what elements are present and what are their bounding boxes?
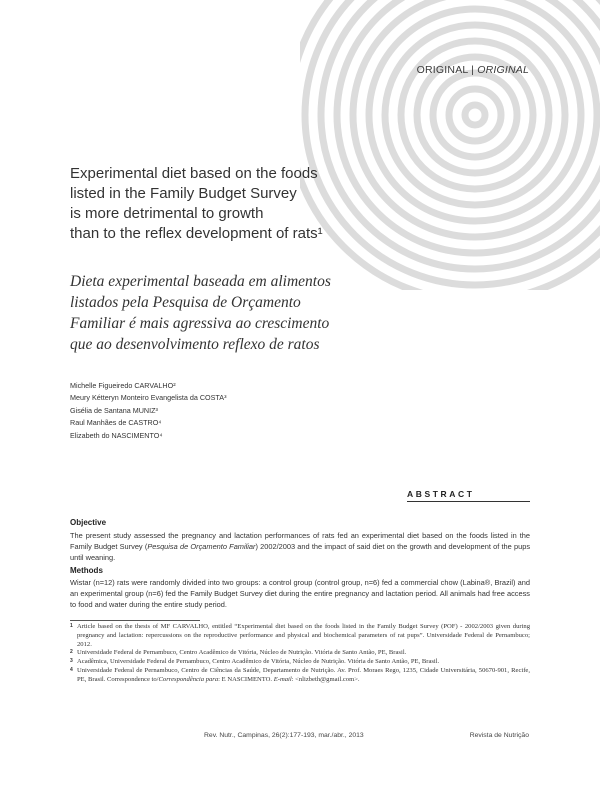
methods-heading: Methods (70, 566, 103, 575)
section-label (417, 64, 529, 76)
title-en-line: listed in the Family Budget Survey (70, 185, 297, 202)
footnote-number: 3 (70, 658, 73, 665)
section-separator: | (468, 64, 478, 76)
title-en-line: Experimental diet based on the foods (70, 165, 318, 182)
methods-paragraph: Wistar (n=12) rats were randomly divided into two groups: a control group (control group, n=6) fed a commercial chow (Labina®, Brazil) and an experimental group (n=6) fed the Family Budget Survey diet during the entire pregnancy and lactation period. All animals had free access to food and water during the entire study period. (70, 578, 530, 609)
author: Meury Kétteryn Monteiro Evangelista da COSTA³ (70, 393, 227, 403)
footnote-text-italic: Correspondência para (158, 675, 219, 683)
footnote (70, 667, 530, 685)
title-english (70, 164, 400, 244)
objective-text: ) 2002/2003 and the impact of said diet on the growth and development of the pups until weaning. (70, 541, 531, 562)
email-address[interactable]: : <nlizbeth@gmail.com>. (291, 675, 360, 683)
footnote (70, 623, 530, 649)
footnote-number: 2 (70, 649, 73, 656)
footnote-number: 1 (70, 623, 73, 629)
footnote-text: Universidade Federal de Pernambuco, Centro Acadêmico de Vitória, Núcleo de Nutrição. Vitória de Santo Antão, PE, Brasil. (77, 649, 407, 657)
ring (449, 89, 501, 141)
footnote-text: : E NASCIMENTO. (218, 675, 274, 683)
objective-paragraph (70, 531, 530, 563)
footnote-text: Acadêmica, Universidade Federal de Pernambuco, Centro Acadêmico de Vitória, Núcleo de Nutrição. Vitória de Santo Antão, PE, Brasil. (77, 658, 440, 666)
email-label: E-mail (273, 675, 292, 683)
footnote-text: Universidade Federal de Pernambuco, Centro de Ciências da Saúde, Departamento de Nutrição. Av. Prof. Moraes Rego, 1235, Cidade Universitária, 50670-901, Recife, PE, Brasil. Correspondence to/ (77, 666, 530, 683)
ring (385, 25, 565, 205)
footnote (70, 658, 530, 667)
objective-text: The present study assessed the pregnancy and lactation performances of rats fed an experimental diet based on the foods listed in the Family Budget Survey ( (70, 531, 530, 551)
title-pt-line: que ao desenvolvimento reflexo de ratos (70, 336, 320, 353)
title-pt-line: Dieta experimental baseada em alimentos (70, 273, 331, 290)
footnotes (70, 623, 530, 685)
title-pt-line: listados pela Pesquisa de Orçamento (70, 294, 301, 311)
title-pt-line: Familiar é mais agressiva ao crescimento (70, 315, 330, 332)
footnote-number: 4 (70, 666, 73, 673)
objective-heading: Objective (70, 518, 107, 527)
author: Gisélia de Santana MUNIZ³ (70, 405, 158, 415)
author: Elizabeth do NASCIMENTO⁴ (70, 430, 163, 440)
objective-text-italic: Pesquisa de Orçamento Familiar (147, 541, 256, 551)
footnote (70, 649, 530, 658)
author: Michelle Figueiredo CARVALHO² (70, 381, 176, 390)
footer-journal-name: Revista de Nutrição (469, 732, 529, 739)
author: Raul Manhães de CASTRO⁴ (70, 418, 162, 428)
title-portuguese (70, 271, 370, 355)
footer-citation: Rev. Nutr., Campinas, 26(2):177-193, mar./abr., 2013 (204, 732, 364, 739)
title-en-line: than to the reflex development of rats¹ (70, 225, 323, 242)
ring (465, 105, 485, 125)
section-label-pt: ORIGINAL (477, 64, 529, 76)
title-en-line: is more detrimental to growth (70, 205, 264, 222)
concentric-rings-decoration (300, 0, 600, 290)
abstract-heading: ABSTRACT (407, 489, 530, 502)
author-list (70, 380, 226, 442)
section-label-en: ORIGINAL (416, 64, 469, 76)
footnote-text: Article based on the thesis of MF CARVALHO, entitled “Experimental diet based on the foods listed in the Family Budget Survey (POF) - 2002/2003 given during pregnancy and lactation: repercussions on the reproductive performance and physical and biochemical parameters of rat pups”. Universidade Federal de Pernambuco; 2012. (77, 623, 530, 648)
footnote-divider (70, 620, 200, 621)
